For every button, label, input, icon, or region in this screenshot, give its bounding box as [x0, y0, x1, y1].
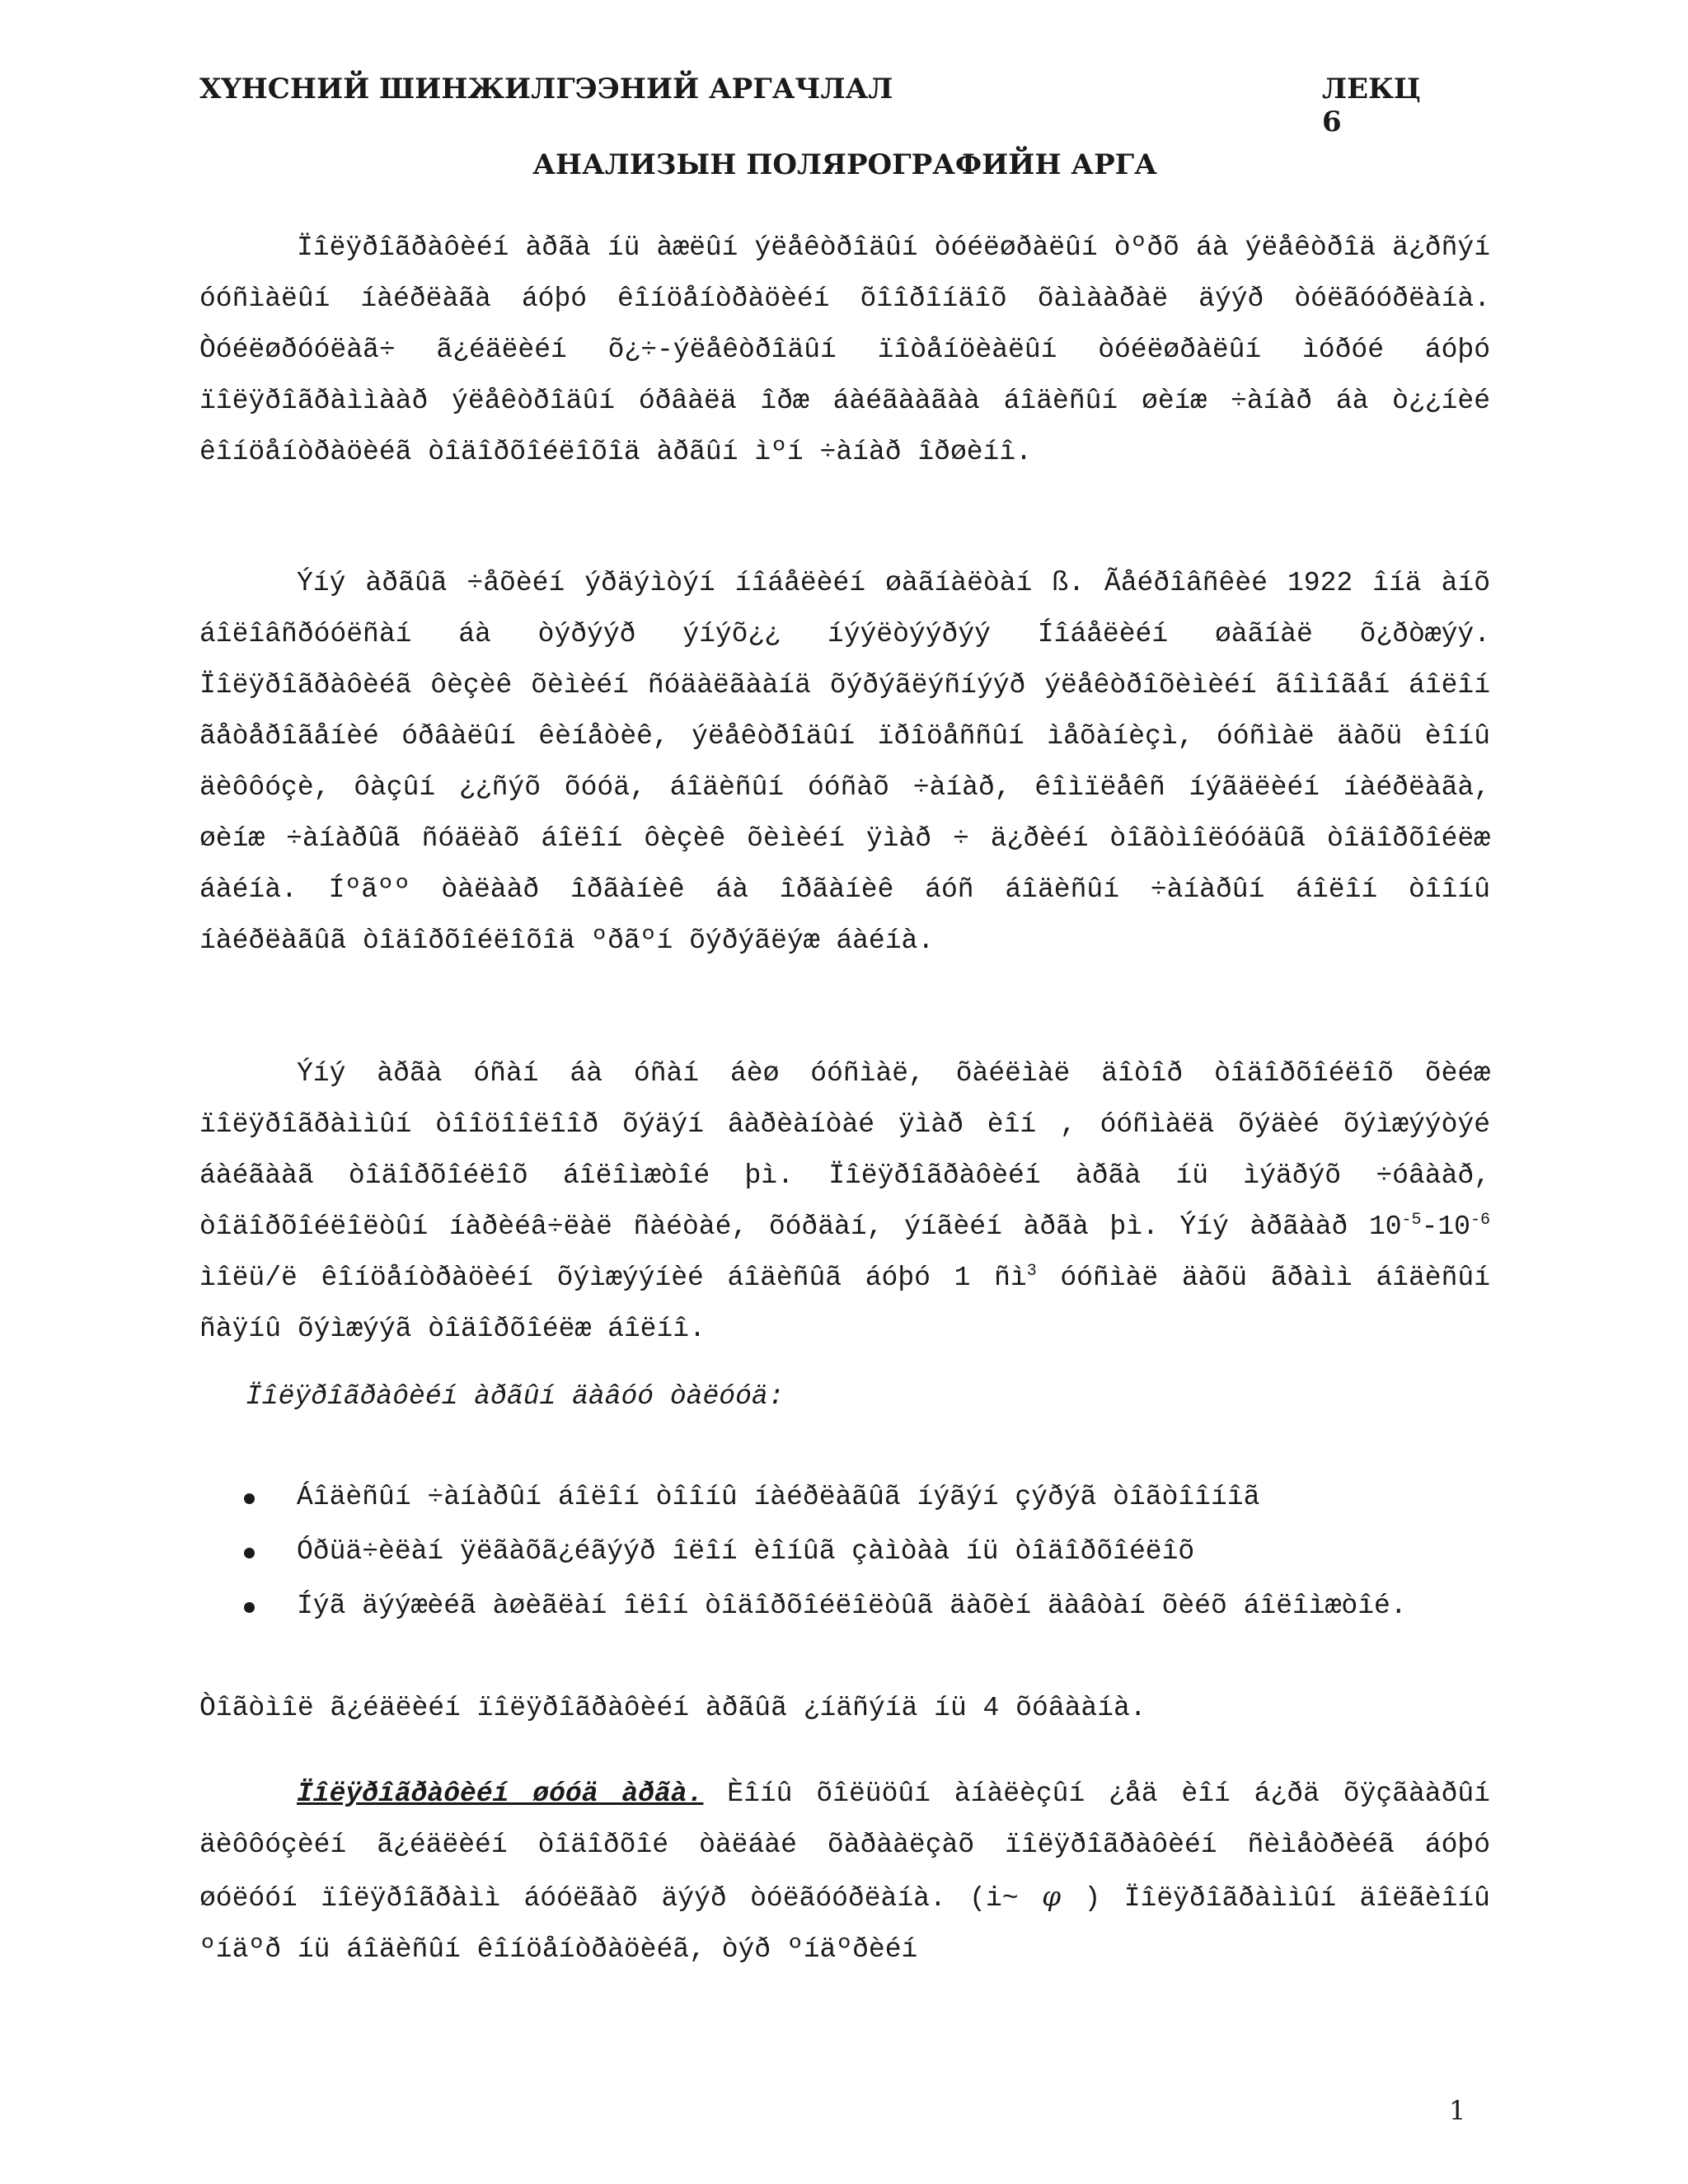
list-item-text: Áîäèñûí ÷àíàðûí áîëîí òîîíû íàéðëàãûã íýãýí çýðýã òîãòîîíîã	[297, 1482, 1260, 1512]
list-item-text: Óðüä÷èëàí ÿëãàõã¿éãýýð îëîí èîíûã çàìòàà íü òîäîðõîéëîõ	[297, 1536, 1195, 1567]
document-title: АНАЛИЗЫН ПОЛЯРОГРАФИЙН АРГА	[532, 148, 1157, 181]
paragraph-4	[199, 1769, 1490, 1975]
phi-symbol: φ	[1041, 1880, 1062, 1912]
list-item	[199, 1472, 1490, 1523]
advantages-heading: Ïîëÿðîãðàôèéí àðãûí äàâóó òàëóóä:	[246, 1381, 785, 1412]
paragraph-3-exponent-2: -6	[1470, 1211, 1490, 1230]
bullet-icon	[244, 1548, 255, 1558]
paragraph-4-text-end: ) Ïîëÿðîãðàììûí äîëãèîíû ºíäºð íü áîäèñûí êîíöåíòðàöèéã, òýð ºíäºðèéí	[199, 1883, 1490, 1965]
paragraph-3-text-a: Ýíý àðãà óñàí áà óñàí áèø óóñìàë, õàéëìàë äîòîð òîäîðõîéëîõ õèéæ ïîëÿðîãðàììûí òîîöîîëîîð õýäýí âàðèàíòàé ÿìàð èîí , óóñìàëä õýäèé õýìæýýòýé áàéãààã òîäîðõîéëîõ áîëîìæòîé þì. Ïîëÿðîãðàôèéí àðãà íü ìýäðýõ ÷óâààð, òîäîðõîéëîëòûí íàðèéâ÷ëàë ñàéòàé, õóðäàí, ýíãèéí àðãà þì. Ýíý àðãààð 10	[199, 1058, 1490, 1242]
bullet-icon	[244, 1493, 255, 1504]
advantages-list	[199, 1472, 1490, 1635]
paragraph-3-text-b: -10	[1421, 1212, 1470, 1242]
paragraph-3-exponent-3: 3	[1026, 1262, 1037, 1281]
header-lecture-number: ЛЕКЦ 6	[1322, 73, 1421, 138]
paragraph-2: Ýíý àðãûã ÷åõèéí ýðäýìòýí íîáåëèéí øàãíàëòàí ß. Ãåéðîâñêèé 1922 îíä àíõ áîëîâñðóóëñàí áà òýðýýð ýíýõ¿¿ íýýëòýýðýý Íîáåëèéí øàãíàë õ¿ðòæýý. Ïîëÿðîãðàôèéã ôèçèê õèìèéí ñóäàëãààíä õýðýãëýñíýýð ýëåêòðîõèìèéí ãîìîãåí áîëîí ãåòåðîãåíèé óðâàëûí êèíåòèê, ýëåêòðîäûí ïðîöåññûí ìåõàíèçì, óóñìàë äàõü èîíû äèôôóçè, ôàçûí ¿¿ñýõ õóóä, áîäèñûí óóñàõ ÷àíàð, êîìïëåêñ íýãäëèéí íàéðëàãà, øèíæ ÷àíàðûã ñóäëàõ áîëîí ôèçèê õèìèéí ÿìàð ÷ ä¿ðèéí òîãòìîëóóäûã òîäîðõîéëæ áàéíà. Íºãºº òàëààð îðãàíèê áà îðãàíèê áóñ áîäèñûí ÷àíàðûí áîëîí òîîíû íàéðëàãûã òîäîðõîéëîõîä ºðãºí õýðýãëýæ áàéíà.	[199, 568, 1490, 956]
page-header	[199, 73, 1421, 138]
section-term: Ïîëÿðîãðàôèéí øóóä àðãà.	[297, 1779, 704, 1809]
summary-line: Òîãòìîë ã¿éäëèéí ïîëÿðîãðàôèéí àðãûã ¿íäñýíä íü 4 õóâààíà.	[199, 1693, 1146, 1723]
list-item	[199, 1526, 1490, 1577]
page-number: 1	[1449, 2095, 1466, 2126]
bullet-icon	[244, 1602, 255, 1613]
paragraph-3-exponent-1: -5	[1401, 1211, 1422, 1230]
paragraph-3	[199, 1048, 1490, 1355]
paragraph-3-text-d: óóñìàë äàõü ãðàìì áîäèñûí ñàÿíû õýìæýýã òîäîðõîéëæ áîëíî.	[199, 1263, 1490, 1344]
paragraph-4-text: Èîíû õîëüöûí àíàëèçûí ¿åä èîí á¿ðä õÿçãààðûí äèôôóçèéí ã¿éäëèéí òîäîðõîé òàëáàé õàðààëçàõ ïîëÿðîãðàôèéí ñèìåòðèéã áóþó øóëóóí ïîëÿðîãðàìì áóóëãàõ äýýð òóëãóóðëàíà. (i~	[199, 1779, 1490, 1914]
paragraph-3-text-c: ìîëü/ë êîíöåíòðàöèéí õýìæýýíèé áîäèñûã áóþó 1 ñì	[199, 1263, 1027, 1293]
list-item-text: Íýã äýýæèéã àøèãëàí îëîí òîäîðõîéëîëòûã äàõèí äàâòàí õèéõ áîëîìæòîé.	[297, 1591, 1407, 1621]
paragraph-1: Ïîëÿðîãðàôèéí àðãà íü àæëûí ýëåêòðîäûí òóéëøðàëûí òºðõ áà ýëåêòðîä ä¿ðñýí óóñìàëûí íàéðëàãà áóþó êîíöåíòðàöèéí õîîðîíäîõ õàìààðàë äýýð òóëãóóðëàíà. Òóéëøðóóëàã÷ ã¿éäëèéí õ¿÷-ýëåêòðîäûí ïîòåíöèàëûí òóéëøðàëûí ìóðóé áóþó ïîëÿðîãðàììààð ýëåêòðîäûí óðâàëä îðæ áàéãààãàà áîäèñûí øèíæ ÷àíàð áà ò¿¿íèé êîíöåíòðàöèéã òîäîðõîéëîõîä àðãûí ìºí ÷àíàð îðøèíî.	[199, 232, 1490, 467]
list-item	[199, 1581, 1490, 1632]
header-course-title: ХҮНСНИЙ ШИНЖИЛГЭЭНИЙ АРГАЧЛАЛ	[199, 73, 893, 105]
